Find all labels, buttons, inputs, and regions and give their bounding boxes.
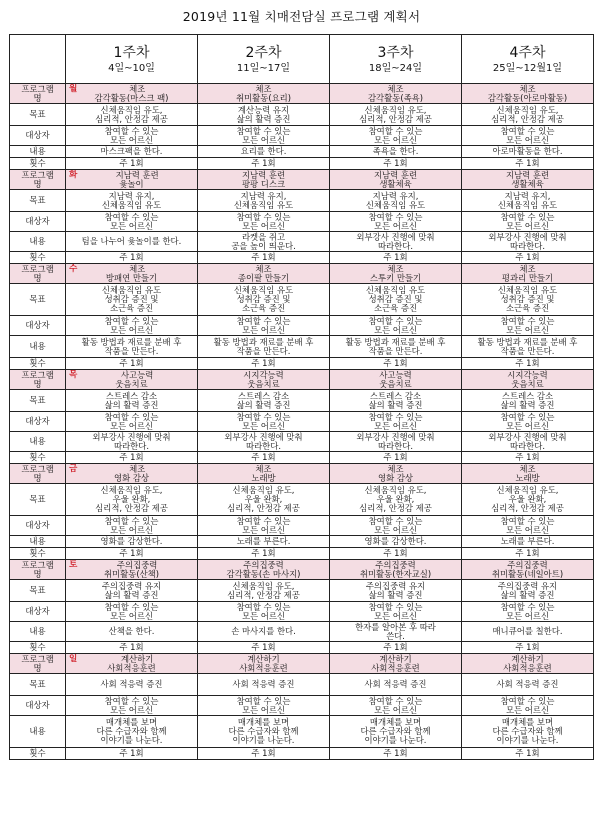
freq-cell: 주 1회 <box>198 548 330 560</box>
goal-cell: 지남력 유지, 신체움직임 유도 <box>330 190 462 212</box>
program-category: 계산하기 <box>511 653 544 664</box>
freq-cell: 주 1회 <box>198 252 330 264</box>
target-cell: 참여할 수 있는 모든 어르신 <box>462 696 594 716</box>
freq-cell: 주 1회 <box>330 158 462 170</box>
target-cell: 참여할 수 있는 모든 어르신 <box>198 412 330 432</box>
freq-cell: 주 1회 <box>462 642 594 654</box>
freq-cell: 주 1회 <box>330 748 462 760</box>
freq-cell: 주 1회 <box>330 548 462 560</box>
row-program <box>10 370 594 390</box>
freq-cell: 주 1회 <box>330 252 462 264</box>
row-content <box>10 432 594 452</box>
freq-cell: 주 1회 <box>462 548 594 560</box>
program-category: 체조 <box>129 463 146 474</box>
target-cell: 참여할 수 있는 모든 어르신 <box>330 696 462 716</box>
program-name: 평과리 만들기 <box>501 272 554 283</box>
weekday-marker: 금 <box>69 463 78 474</box>
goal-cell: 스트레스 감소 삶의 활력 증진 <box>66 390 198 412</box>
program-name: 종이팔 만들기 <box>237 272 290 283</box>
program-cell <box>462 264 594 284</box>
target-cell: 참여할 수 있는 모든 어르신 <box>66 412 198 432</box>
row-freq <box>10 452 594 464</box>
row-label-program: 프로그램 명 <box>10 170 66 190</box>
row-content <box>10 336 594 358</box>
row-goal <box>10 104 594 126</box>
row-label-content: 내용 <box>10 536 66 548</box>
content-cell: 영화를 감상한다. <box>66 536 198 548</box>
program-name: 팡팡 디스크 <box>241 178 286 189</box>
goal-cell: 사회 적응력 증진 <box>330 674 462 696</box>
content-cell: 외부강사 진행에 맞춰 따라한다. <box>66 432 198 452</box>
content-cell: 영화를 감상한다. <box>330 536 462 548</box>
program-cell <box>66 170 198 190</box>
freq-cell: 주 1회 <box>462 158 594 170</box>
program-name: 스투키 만들기 <box>369 272 422 283</box>
target-cell: 참여할 수 있는 모든 어르신 <box>66 516 198 536</box>
program-cell <box>462 170 594 190</box>
goal-cell: 신체움직임 유도 성취감 증진 및 소근육 증진 <box>66 284 198 316</box>
content-cell: 활동 방법과 재료를 분배 후 작품을 만든다. <box>462 336 594 358</box>
row-target <box>10 316 594 336</box>
week-header-row <box>10 35 594 84</box>
content-cell: 외부강사 진행에 맞춰 따라한다. <box>330 432 462 452</box>
content-cell: 매개체를 보며 다른 수급자와 함께 이야기를 나눈다. <box>66 716 198 748</box>
content-cell: 외부강사 진행에 맞춰 따라한다. <box>462 232 594 252</box>
program-name: 웃음치료 <box>247 378 280 389</box>
row-label-goal: 목표 <box>10 484 66 516</box>
program-name: 취미활동(요리) <box>235 92 292 103</box>
row-content <box>10 146 594 158</box>
goal-cell: 신체움직임 유도, 우울 완화, 심리적, 안정감 제공 <box>66 484 198 516</box>
row-label-program: 프로그램 명 <box>10 84 66 104</box>
program-category: 체조 <box>519 83 536 94</box>
row-target <box>10 212 594 232</box>
row-target <box>10 696 594 716</box>
row-label-target: 대상자 <box>10 212 66 232</box>
program-category: 계산하기 <box>120 653 154 664</box>
target-cell: 참여할 수 있는 모든 어르신 <box>198 212 330 232</box>
row-program <box>10 264 594 284</box>
program-name: 취미활동(산책) <box>103 568 160 579</box>
week-header-2: 2주차 11일~17일 <box>198 35 330 84</box>
row-label-goal: 목표 <box>10 390 66 412</box>
row-goal <box>10 390 594 412</box>
target-cell: 참여할 수 있는 모든 어르신 <box>198 602 330 622</box>
goal-cell: 주의집중력 유지 삶의 활력 증진 <box>462 580 594 602</box>
program-cell <box>66 264 198 284</box>
goal-cell: 신체움직임 유도, 심리적, 안정감 제공 <box>330 104 462 126</box>
content-cell: 매개체를 보며 다른 수급자와 함께 이야기를 나눈다. <box>462 716 594 748</box>
program-name: 취미활동(네일아트) <box>491 568 564 579</box>
target-cell: 참여할 수 있는 모든 어르신 <box>462 412 594 432</box>
program-category: 체조 <box>519 263 536 274</box>
program-cell <box>198 560 330 580</box>
program-name: 웃음치료 <box>379 378 412 389</box>
content-cell: 요리를 한다. <box>198 146 330 158</box>
row-freq <box>10 358 594 370</box>
content-cell: 팀을 나누어 윷놀이를 한다. <box>66 232 198 252</box>
goal-cell: 사회 적응력 증진 <box>66 674 198 696</box>
row-program <box>10 560 594 580</box>
goal-cell: 계산능력 유지 삶의 활력 증진 <box>198 104 330 126</box>
freq-cell: 주 1회 <box>198 748 330 760</box>
row-freq <box>10 548 594 560</box>
row-program <box>10 170 594 190</box>
row-label-content: 내용 <box>10 232 66 252</box>
weekday-marker: 수 <box>69 263 78 274</box>
program-category: 체조 <box>519 463 536 474</box>
program-category: 사고능력 <box>379 369 412 380</box>
row-label-goal: 목표 <box>10 674 66 696</box>
freq-cell: 주 1회 <box>330 642 462 654</box>
goal-cell: 신체움직임 유도, 우울 완화, 심리적, 안정감 제공 <box>330 484 462 516</box>
content-cell: 라켓을 쥐고 공을 높이 띄운다. <box>198 232 330 252</box>
row-label-freq: 횟수 <box>10 748 66 760</box>
program-name: 윷놀이 <box>119 178 144 189</box>
freq-cell: 주 1회 <box>330 452 462 464</box>
freq-cell: 주 1회 <box>462 748 594 760</box>
content-cell: 활동 방법과 재료를 분배 후 작품을 만든다. <box>330 336 462 358</box>
row-label-content: 내용 <box>10 716 66 748</box>
freq-cell: 주 1회 <box>462 452 594 464</box>
target-cell: 참여할 수 있는 모든 어르신 <box>198 316 330 336</box>
row-content <box>10 716 594 748</box>
program-name: 웃음치료 <box>115 378 148 389</box>
program-cell <box>198 84 330 104</box>
freq-cell: 주 1회 <box>66 748 198 760</box>
goal-cell: 신체움직임 유도 성취감 증진 및 소근육 증진 <box>198 284 330 316</box>
program-cell <box>462 84 594 104</box>
program-category: 체조 <box>255 463 272 474</box>
plan-body <box>10 84 594 760</box>
program-cell <box>462 370 594 390</box>
row-goal <box>10 580 594 602</box>
freq-cell: 주 1회 <box>462 358 594 370</box>
row-content <box>10 536 594 548</box>
program-category: 지남력 훈련 <box>505 169 550 180</box>
row-label-target: 대상자 <box>10 602 66 622</box>
content-cell: 외부강사 진행에 맞춰 따라한다. <box>330 232 462 252</box>
freq-cell: 주 1회 <box>198 358 330 370</box>
program-cell <box>66 654 198 674</box>
program-category: 체조 <box>387 463 404 474</box>
row-label-content: 내용 <box>10 336 66 358</box>
row-goal <box>10 190 594 212</box>
weekday-marker: 토 <box>69 559 78 570</box>
program-category: 체조 <box>255 83 272 94</box>
target-cell: 참여할 수 있는 모든 어르신 <box>330 516 462 536</box>
program-cell <box>198 264 330 284</box>
content-cell: 외부강사 진행에 맞춰 따라한다. <box>198 432 330 452</box>
program-category: 체조 <box>129 263 146 274</box>
row-label-target: 대상자 <box>10 126 66 146</box>
row-goal <box>10 284 594 316</box>
row-label-goal: 목표 <box>10 580 66 602</box>
target-cell: 참여할 수 있는 모든 어르신 <box>462 316 594 336</box>
row-freq <box>10 642 594 654</box>
goal-cell: 스트레스 감소 삶의 활력 증진 <box>198 390 330 412</box>
week-header-3: 3주차 18일~24일 <box>330 35 462 84</box>
header-corner <box>10 35 66 84</box>
program-cell <box>330 370 462 390</box>
target-cell: 참여할 수 있는 모든 어르신 <box>330 316 462 336</box>
freq-cell: 주 1회 <box>330 358 462 370</box>
target-cell: 참여할 수 있는 모든 어르신 <box>462 516 594 536</box>
program-name: 생활체육 <box>379 178 412 189</box>
program-cell <box>198 370 330 390</box>
program-cell <box>330 654 462 674</box>
week-header-1: 1주차 4일~10일 <box>66 35 198 84</box>
program-name: 영화 감상 <box>113 472 150 483</box>
row-label-program: 프로그램 명 <box>10 370 66 390</box>
program-name: 사회적응훈련 <box>371 662 420 673</box>
freq-cell: 주 1회 <box>198 158 330 170</box>
row-target <box>10 412 594 432</box>
row-goal <box>10 674 594 696</box>
freq-cell: 주 1회 <box>66 252 198 264</box>
row-content <box>10 232 594 252</box>
row-label-content: 내용 <box>10 146 66 158</box>
goal-cell: 주의집중력 유지 삶의 활력 증진 <box>330 580 462 602</box>
target-cell: 참여할 수 있는 모든 어르신 <box>198 696 330 716</box>
program-cell <box>66 464 198 484</box>
row-label-freq: 횟수 <box>10 358 66 370</box>
freq-cell: 주 1회 <box>66 452 198 464</box>
program-cell <box>330 560 462 580</box>
program-category: 주의집중력 <box>507 559 548 570</box>
program-cell <box>462 560 594 580</box>
row-label-target: 대상자 <box>10 412 66 432</box>
row-label-freq: 횟수 <box>10 452 66 464</box>
goal-cell: 스트레스 감소 삶의 활력 증진 <box>330 390 462 412</box>
row-target <box>10 516 594 536</box>
target-cell: 참여할 수 있는 모든 어르신 <box>462 602 594 622</box>
program-category: 시지각능력 <box>507 369 548 380</box>
target-cell: 참여할 수 있는 모든 어르신 <box>330 126 462 146</box>
program-category: 주의집중력 <box>375 559 416 570</box>
program-cell <box>198 464 330 484</box>
row-program <box>10 84 594 104</box>
weekday-marker: 일 <box>69 653 78 664</box>
freq-cell: 주 1회 <box>66 642 198 654</box>
target-cell: 참여할 수 있는 모든 어르신 <box>462 126 594 146</box>
weekday-marker: 월 <box>69 83 78 94</box>
program-category: 체조 <box>255 263 272 274</box>
content-cell: 외부강사 진행에 맞춰 따라한다. <box>462 432 594 452</box>
goal-cell: 신체움직임 유도 성취감 증진 및 소근육 증진 <box>462 284 594 316</box>
row-label-content: 내용 <box>10 432 66 452</box>
program-cell <box>330 264 462 284</box>
row-target <box>10 602 594 622</box>
row-label-content: 내용 <box>10 622 66 642</box>
program-name: 사회적응훈련 <box>503 662 552 673</box>
goal-cell: 신체움직임 유도, 우울 완화, 심리적, 안정감 제공 <box>462 484 594 516</box>
program-category: 사고능력 <box>120 369 154 380</box>
program-category: 계산하기 <box>379 653 412 664</box>
row-label-goal: 목표 <box>10 190 66 212</box>
target-cell: 참여할 수 있는 모든 어르신 <box>330 412 462 432</box>
program-cell <box>330 170 462 190</box>
content-cell: 산책을 한다. <box>66 622 198 642</box>
freq-cell: 주 1회 <box>66 158 198 170</box>
program-category: 주의집중력 <box>243 559 284 570</box>
goal-cell: 지남력 유지, 신체움직임 유도 <box>462 190 594 212</box>
program-cell <box>330 464 462 484</box>
program-category: 체조 <box>387 263 404 274</box>
target-cell: 참여할 수 있는 모든 어르신 <box>462 212 594 232</box>
program-category: 지남력 훈련 <box>115 169 159 180</box>
goal-cell: 신체움직임 유도 성취감 증진 및 소근육 증진 <box>330 284 462 316</box>
content-cell: 족욕을 한다. <box>330 146 462 158</box>
program-cell <box>198 170 330 190</box>
program-name: 영화 감상 <box>377 472 414 483</box>
target-cell: 참여할 수 있는 모든 어르신 <box>198 126 330 146</box>
row-label-freq: 횟수 <box>10 642 66 654</box>
content-cell: 매개체를 보며 다른 수급자와 함께 이야기를 나눈다. <box>330 716 462 748</box>
program-cell <box>330 84 462 104</box>
target-cell: 참여할 수 있는 모든 어르신 <box>66 316 198 336</box>
program-name: 노래방 <box>515 472 540 483</box>
program-category: 지남력 훈련 <box>241 169 286 180</box>
weekday-marker: 목 <box>69 369 78 380</box>
freq-cell: 주 1회 <box>66 358 198 370</box>
content-cell: 활동 방법과 재료를 분배 후 작품을 만든다. <box>198 336 330 358</box>
program-name: 취미활동(한자교실) <box>359 568 432 579</box>
program-name: 사회적응훈련 <box>107 662 156 673</box>
row-label-goal: 목표 <box>10 284 66 316</box>
content-cell: 매개체를 보며 다른 수급자와 함께 이야기를 나눈다. <box>198 716 330 748</box>
row-label-freq: 횟수 <box>10 548 66 560</box>
weekday-marker: 화 <box>69 169 78 180</box>
target-cell: 참여할 수 있는 모든 어르신 <box>66 602 198 622</box>
freq-cell: 주 1회 <box>198 452 330 464</box>
content-cell: 노래를 부른다. <box>198 536 330 548</box>
target-cell: 참여할 수 있는 모든 어르신 <box>66 126 198 146</box>
target-cell: 참여할 수 있는 모든 어르신 <box>330 602 462 622</box>
row-label-freq: 횟수 <box>10 158 66 170</box>
content-cell: 노래를 부른다. <box>462 536 594 548</box>
row-label-target: 대상자 <box>10 696 66 716</box>
document-title: 2019년 11월 치매전담실 프로그램 계획서 <box>182 9 421 24</box>
program-category: 체조 <box>129 83 146 94</box>
program-name: 웃음치료 <box>511 378 544 389</box>
program-category: 계산하기 <box>247 653 280 664</box>
goal-cell: 지남력 유지, 신체움직임 유도 <box>198 190 330 212</box>
target-cell: 참여할 수 있는 모든 어르신 <box>198 516 330 536</box>
program-cell <box>462 464 594 484</box>
goal-cell: 사회 적응력 증진 <box>198 674 330 696</box>
program-name: 생활체육 <box>511 178 544 189</box>
content-cell: 한자를 알아본 후 따라 쓴다. <box>330 622 462 642</box>
program-category: 체조 <box>387 83 404 94</box>
week-header-4: 4주차 25일~12월1일 <box>462 35 594 84</box>
goal-cell: 사회 적응력 증진 <box>462 674 594 696</box>
row-freq <box>10 158 594 170</box>
row-label-program: 프로그램 명 <box>10 560 66 580</box>
row-label-program: 프로그램 명 <box>10 654 66 674</box>
content-cell: 손 마사지를 한다. <box>198 622 330 642</box>
goal-cell: 주의집중력 유지 삶의 활력 증진 <box>66 580 198 602</box>
row-content <box>10 622 594 642</box>
freq-cell: 주 1회 <box>462 252 594 264</box>
goal-cell: 스트레스 감소 삶의 활력 증진 <box>462 390 594 412</box>
row-label-program: 프로그램 명 <box>10 264 66 284</box>
goal-cell: 신체움직임 유도, 심리적, 안정감 제공 <box>66 104 198 126</box>
program-name: 감각활동(손 마사지) <box>226 568 301 579</box>
content-cell: 마스크팩을 한다. <box>66 146 198 158</box>
program-name: 사회적응훈련 <box>239 662 288 673</box>
program-name: 감각활동(마스크 팩) <box>94 92 169 103</box>
row-label-goal: 목표 <box>10 104 66 126</box>
freq-cell: 주 1회 <box>198 642 330 654</box>
row-label-target: 대상자 <box>10 516 66 536</box>
row-target <box>10 126 594 146</box>
program-plan-table <box>9 34 594 760</box>
target-cell: 참여할 수 있는 모든 어르신 <box>330 212 462 232</box>
freq-cell: 주 1회 <box>66 548 198 560</box>
goal-cell: 신체움직임 유도, 심리적, 안정감 제공 <box>462 104 594 126</box>
program-cell <box>462 654 594 674</box>
goal-cell: 지남력 유지, 신체움직임 유도 <box>66 190 198 212</box>
content-cell: 아로마활동을 한다. <box>462 146 594 158</box>
row-freq <box>10 748 594 760</box>
row-program <box>10 654 594 674</box>
program-cell <box>66 560 198 580</box>
row-freq <box>10 252 594 264</box>
row-label-program: 프로그램 명 <box>10 464 66 484</box>
program-name: 노래방 <box>251 472 276 483</box>
program-cell <box>66 84 198 104</box>
program-name: 감각활동(아로마활동) <box>487 92 568 103</box>
program-cell <box>198 654 330 674</box>
row-program <box>10 464 594 484</box>
program-cell <box>66 370 198 390</box>
target-cell: 참여할 수 있는 모든 어르신 <box>66 212 198 232</box>
program-category: 주의집중력 <box>116 559 158 570</box>
content-cell: 매니큐어를 칠한다. <box>462 622 594 642</box>
target-cell: 참여할 수 있는 모든 어르신 <box>66 696 198 716</box>
goal-cell: 신체움직임 유도, 심리적, 안정감 제공 <box>198 580 330 602</box>
program-category: 지남력 훈련 <box>373 169 418 180</box>
program-name: 방패연 만들기 <box>105 272 158 283</box>
program-name: 감각활동(족욕) <box>367 92 424 103</box>
goal-cell: 신체움직임 유도, 우울 완화, 심리적, 안정감 제공 <box>198 484 330 516</box>
row-goal <box>10 484 594 516</box>
row-label-freq: 횟수 <box>10 252 66 264</box>
row-label-target: 대상자 <box>10 316 66 336</box>
program-category: 시지각능력 <box>243 369 284 380</box>
content-cell: 활동 방법과 재료를 분배 후 작품을 만든다. <box>66 336 198 358</box>
